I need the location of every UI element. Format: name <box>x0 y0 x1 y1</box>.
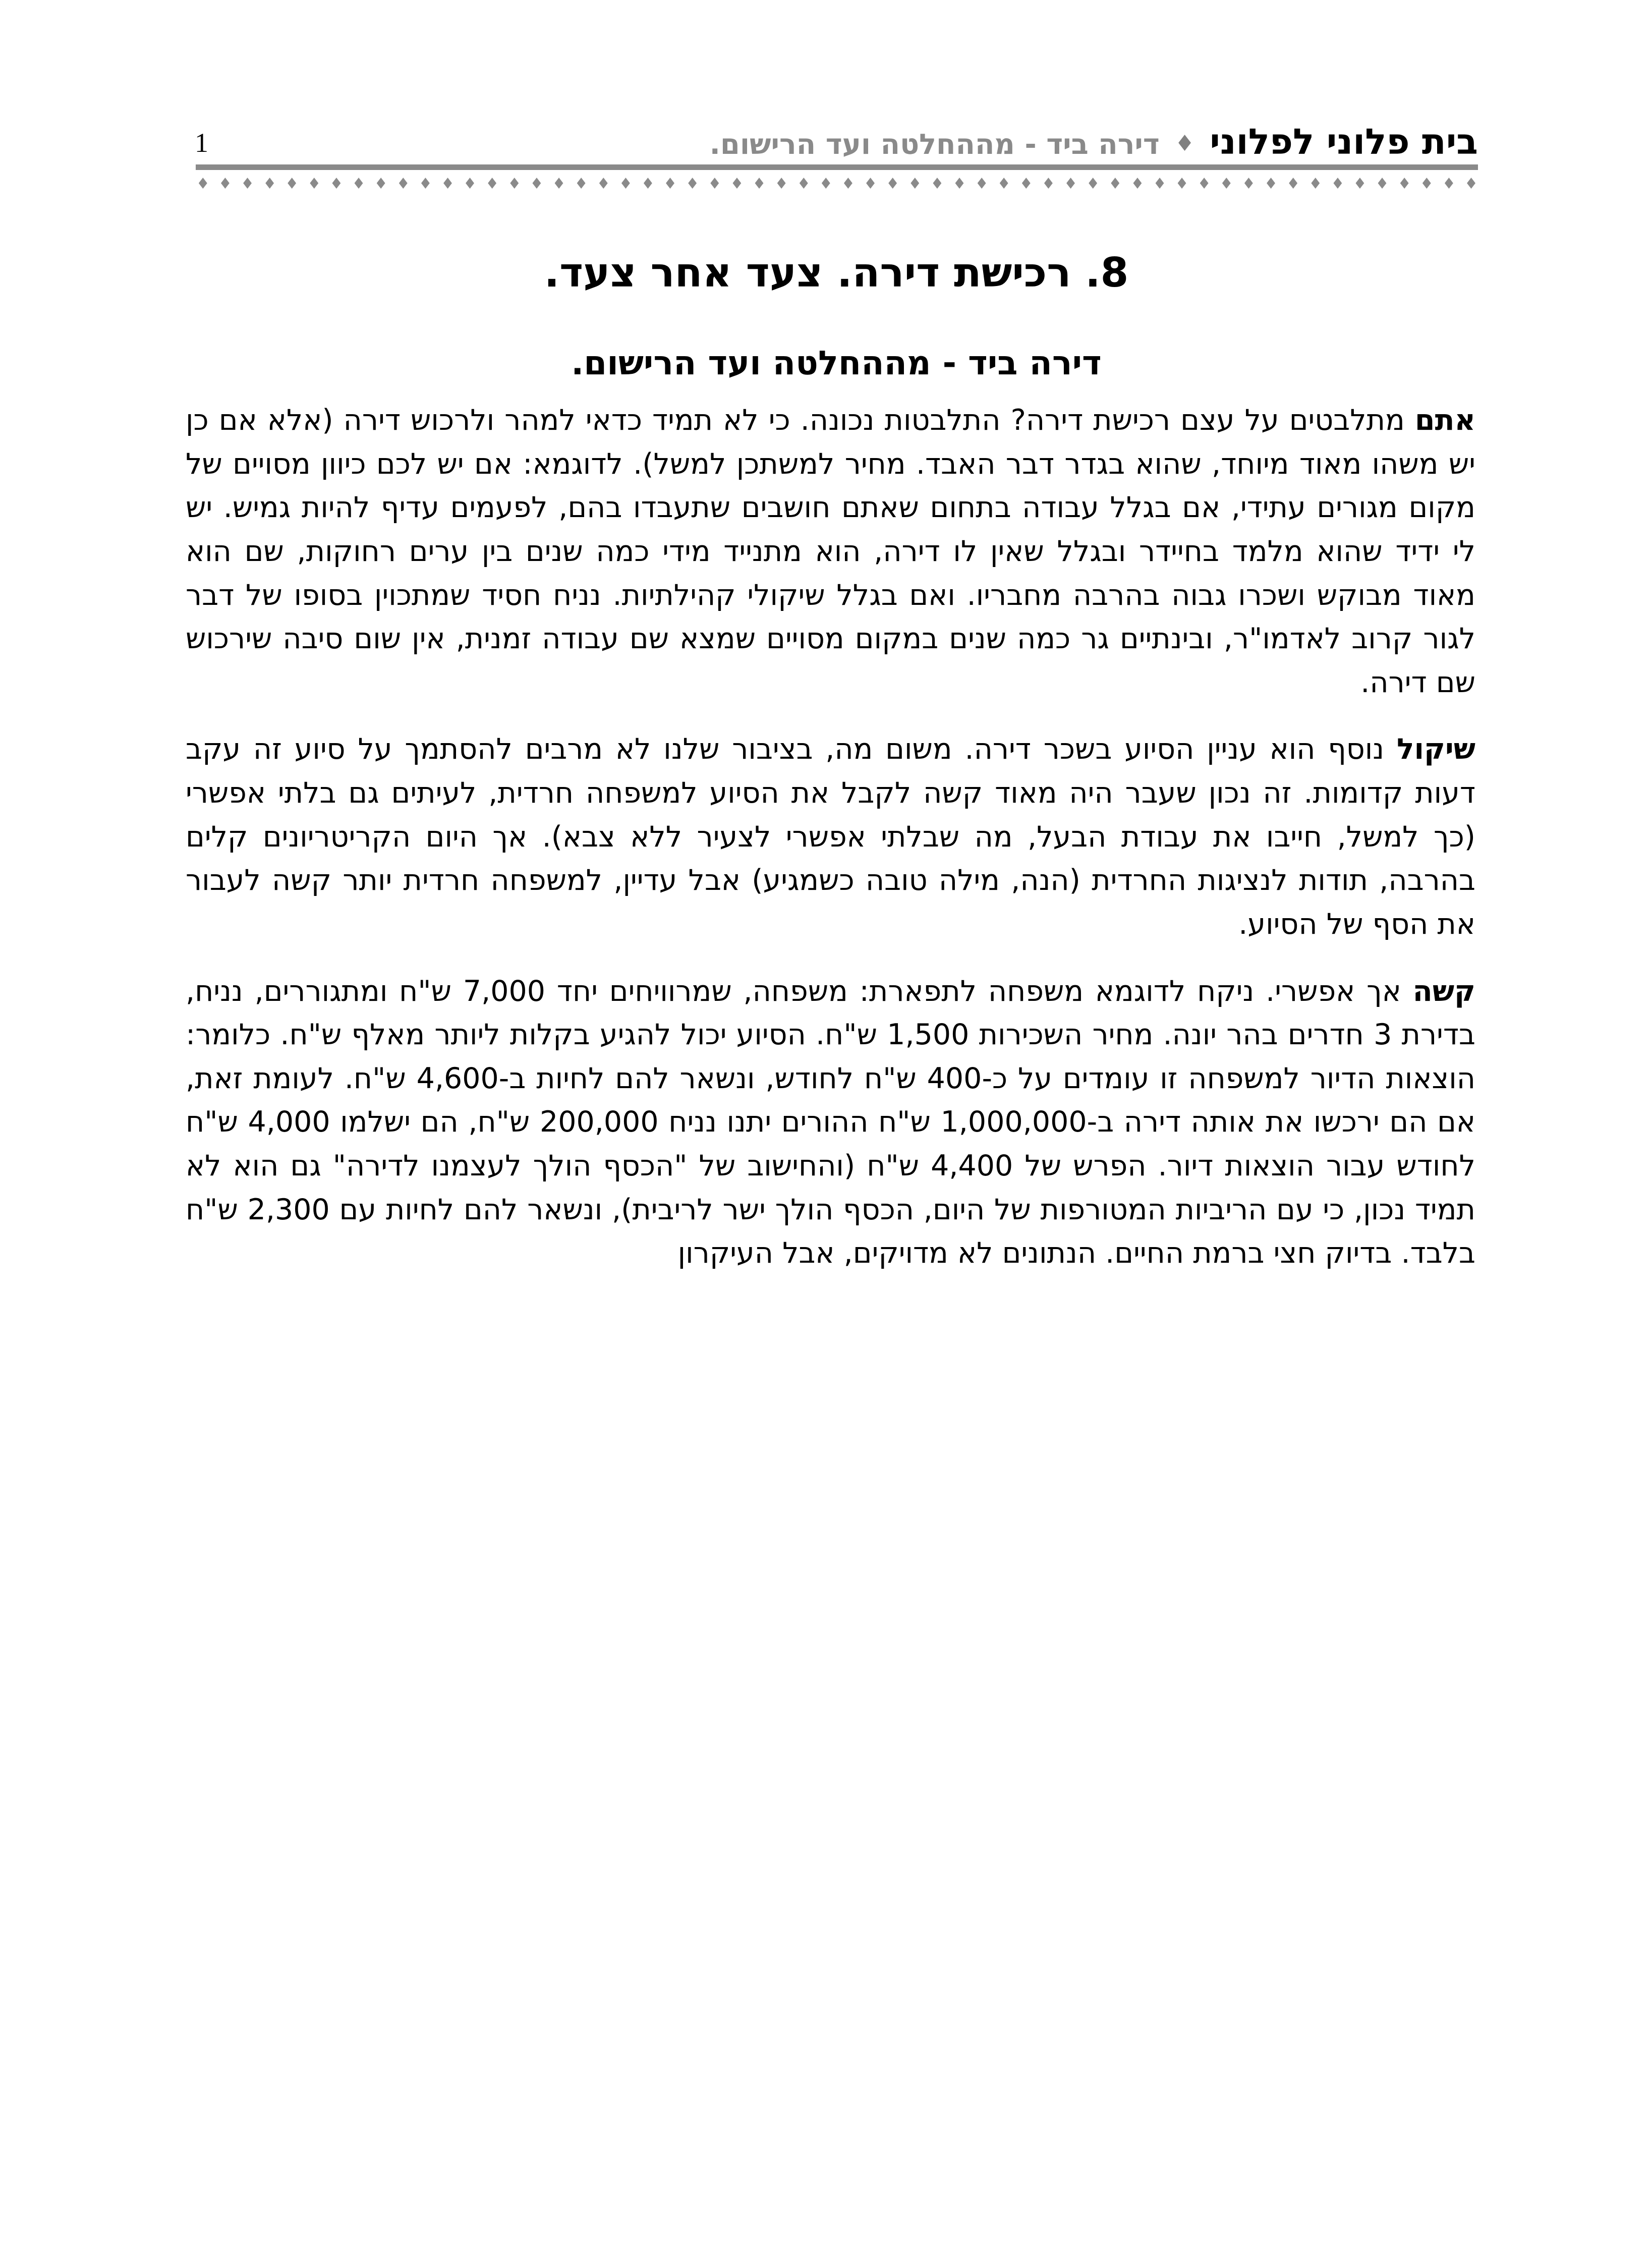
diamond-icon: ♦ <box>1419 175 1434 193</box>
diamond-icon: ♦ <box>1397 175 1411 193</box>
diamond-icon: ♦ <box>463 175 477 193</box>
body-text-column <box>186 399 1475 1275</box>
diamond-icon: ♦ <box>841 175 855 193</box>
diamond-icon: ♦ <box>1353 175 1367 193</box>
diamond-icon: ♦ <box>819 175 833 193</box>
diamond-icon: ♦ <box>263 175 277 193</box>
paragraph <box>186 970 1475 1275</box>
diamond-icon: ♦ <box>418 175 432 193</box>
diamond-icon: ♦ <box>530 175 544 193</box>
diamond-icon: ♦ <box>864 175 878 193</box>
diamond-icon: ♦ <box>1153 175 1167 193</box>
diamond-icon: ♦ <box>1197 175 1211 193</box>
paragraph-text: נוסף הוא עניין הסיוע בשכר דירה. משום מה, בציבור שלנו לא מרבים להסתמך על סיוע זה עקב דעות קדומות. זה נכון שעבר היה מאוד קשה לקבל את הסיוע למשפחה חרדית, לעיתים גם בלתי אפשרי (כך למשל, חייבו את עבודת הבעל, מה שבלתי אפשרי לצעיר ללא צבא). אך היום הקריטריונים קלים בהרבה, תודות לנציגות החרדית (הנה, מילה טובה כשמגיע) אבל עדיין, למשפחה חרדית יותר קשה לעבור את הסף של הסיוע. <box>186 732 1475 941</box>
diamond-icon: ♦ <box>1108 175 1122 193</box>
diamond-icon: ♦ <box>1286 175 1300 193</box>
diamond-icon: ♦ <box>708 175 722 193</box>
diamond-icon: ♦ <box>1264 175 1278 193</box>
paragraph-text: אך אפשרי. ניקח לדוגמא משפחה לתפארת: משפחה, שמרוויחים יחד 7,000 ש"ח ומתגוררים, נניח, בדירת 3 חדרים בהר יונה. מחיר השכירות 1,500 ש"ח. הסיוע יכול להגיע בקלות ליותר מאלף ש"ח. כלומר: הוצאות הדיור למשפחה זו עומדים על כ-400 ש"ח לחודש, ונשאר להם לחיות ב-4,600 ש"ח. לעומת זאת, אם הם ירכשו את אותה דירה ב-1,000,000 ש"ח ההורים יתנו נניח 200,000 ש"ח, הם ישלמו 4,000 ש"ח לחודש עבור הוצאות דיור. הפרש של 4,400 ש"ח (והחישוב של "הכסף הולך לעצמנו לדירה" גם הוא לא תמיד נכון, כי עם הריביות המטורפות של היום, הכסף הולך ישר לריבית), ונשאר להם לחיות עם 2,300 ש"ח בלבד. בדיוק חצי ברמת החיים. הנתונים לא מדויקים, אבל העיקרון <box>186 974 1475 1270</box>
diamond-icon: ♦ <box>686 175 700 193</box>
book-title: בית פלוני לפלוני <box>1210 121 1478 162</box>
diamond-icon: ♦ <box>441 175 454 193</box>
diamond-icon: ♦ <box>1086 175 1100 193</box>
diamond-icon: ♦ <box>930 175 944 193</box>
diamond-icon: ♦ <box>596 175 610 193</box>
diamond-icon: ♦ <box>752 175 766 193</box>
paragraph <box>186 727 1475 946</box>
diamond-icon: ♦ <box>1375 175 1389 193</box>
running-header-text <box>208 121 1478 162</box>
diamond-icon: ♦ <box>886 175 900 193</box>
header-rule-divider <box>196 164 1478 170</box>
running-chapter-title: דירה ביד - מההחלטה ועד הרישום. <box>709 128 1160 161</box>
diamond-icon: ♦ <box>1219 175 1233 193</box>
diamond-icon: ♦ <box>574 175 588 193</box>
page-title: 8. רכישת דירה. צעד אחר צעד. <box>544 249 1129 296</box>
diamond-icon: ♦ <box>774 175 788 193</box>
diamond-icon: ♦ <box>975 175 989 193</box>
diamond-icon: ♦ <box>241 175 254 193</box>
diamond-ornament-row <box>196 174 1478 195</box>
diamond-icon: ♦ <box>196 175 210 193</box>
diamond-icon: ♦ <box>618 175 633 193</box>
diamond-icon: ♦ <box>1442 175 1456 193</box>
diamond-icon: ♦ <box>1242 175 1256 193</box>
paragraph-text: מתלבטים על עצם רכישת דירה? התלבטות נכונה. כי לא תמיד כדאי למהר ולרכוש דירה (אלא אם כן יש משהו מאוד מיוחד, שהוא בגדר דבר האבד. מחיר למשתכן למשל). לדוגמא: אם יש לכם כיוון מסויים של מקום מגורים עתידי, אם בגלל עבודה בתחום שאתם חושבים שתעבדו בהם, לפעמים עדיף להיות גמיש. יש לי ידיד שהוא מלמד בחיידר ובגלל שאין לו דירה, הוא מתנייד מידי כמה שנים בין ערים רחוקות, שם הוא מאוד מבוקש ושכרו גבוה בהרבה מחבריו. ואם בגלל שיקולי קהילתיות. נניח חסיד שמתכוין בסופו של דבר לגור קרוב לאדמו"ר, ובינתיים גר כמה שנים במקום מסויים שמצא שם עבודה זמנית, אין שום סיבה שירכוש שם דירה. <box>186 404 1475 699</box>
diamond-icon: ♦ <box>307 175 321 193</box>
diamond-icon: ♦ <box>1064 175 1078 193</box>
diamond-icon: ♦ <box>1175 175 1189 193</box>
diamond-icon: ♦ <box>218 175 232 193</box>
diamond-icon: ♦ <box>552 175 566 193</box>
diamond-icon: ♦ <box>908 175 922 193</box>
diamond-icon: ♦ <box>507 175 522 193</box>
diamond-icon: ♦ <box>485 175 499 193</box>
diamond-icon: ♦ <box>374 175 388 193</box>
page-subtitle: דירה ביד - מההחלטה ועד הרישום. <box>571 343 1102 382</box>
diamond-icon: ♦ <box>952 175 966 193</box>
diamond-icon: ♦ <box>329 175 344 193</box>
diamond-icon: ♦ <box>396 175 410 193</box>
diamond-separator-icon: ♦ <box>1174 131 1195 156</box>
diamond-icon: ♦ <box>1331 175 1345 193</box>
page-number: 1 <box>195 128 208 158</box>
paragraph-lead: שיקול <box>1396 732 1475 766</box>
running-header <box>195 99 1478 162</box>
diamond-icon: ♦ <box>1019 175 1033 193</box>
diamond-icon: ♦ <box>730 175 744 193</box>
diamond-icon: ♦ <box>285 175 299 193</box>
paragraph-lead: קשה <box>1412 974 1475 1008</box>
diamond-icon: ♦ <box>1042 175 1055 193</box>
diamond-icon: ♦ <box>1308 175 1323 193</box>
diamond-icon: ♦ <box>352 175 366 193</box>
diamond-icon: ♦ <box>1130 175 1145 193</box>
diamond-icon: ♦ <box>1464 175 1478 193</box>
diamond-icon: ♦ <box>641 175 655 193</box>
diamond-icon: ♦ <box>796 175 811 193</box>
paragraph-lead: אתם <box>1414 404 1475 437</box>
diamond-icon: ♦ <box>663 175 677 193</box>
diamond-icon: ♦ <box>997 175 1011 193</box>
paragraph <box>186 399 1475 704</box>
